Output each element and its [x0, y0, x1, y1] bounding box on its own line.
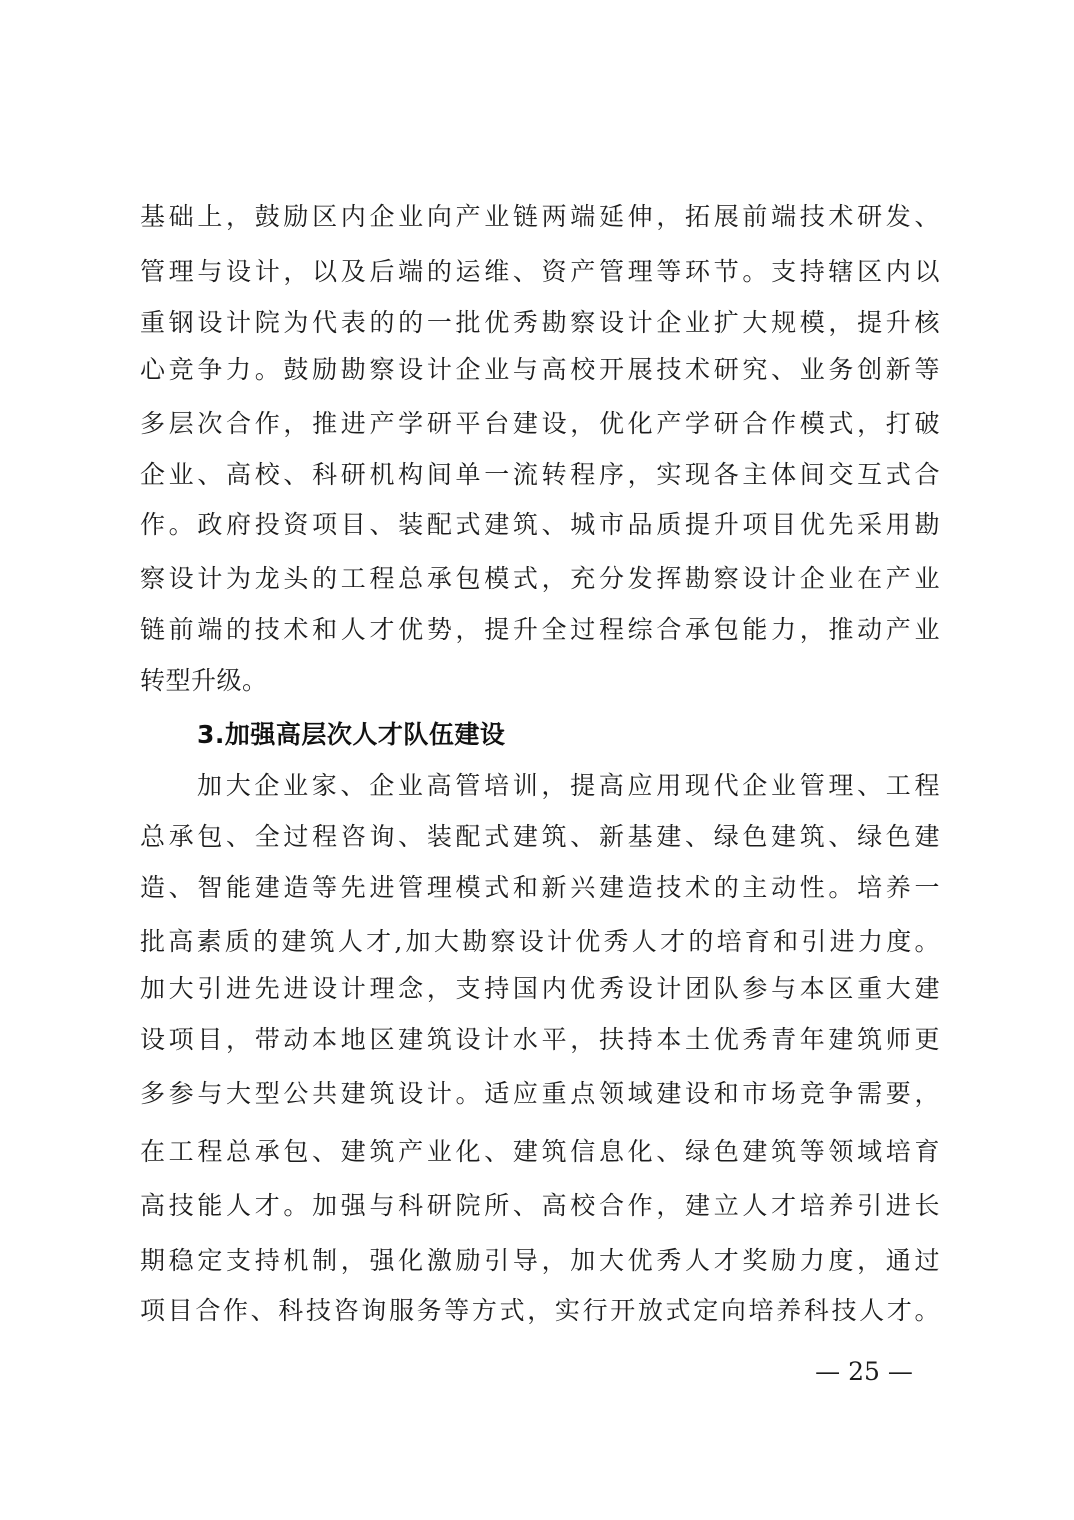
page-number: — 25 —	[815, 1357, 913, 1386]
paragraph-line: 期稳定支持机制，强化激励引导，加大优秀人才奖励力度，通过	[140, 1246, 940, 1275]
paragraph-line: 高技能人才。加强与科研院所、高校合作，建立人才培养引进长	[140, 1191, 940, 1220]
paragraph-line: 管理与设计，以及后端的运维、资产管理等环节。支持辖区内以	[140, 257, 940, 286]
paragraph-line: 察设计为龙头的工程总承包模式，充分发挥勘察设计企业在产业	[140, 564, 940, 593]
paragraph-line: 多层次合作，推进产学研平台建设，优化产学研合作模式，打破	[140, 409, 940, 438]
section-heading: 3.加强高层次人才队伍建设	[197, 720, 506, 749]
paragraph-line: 加大企业家、企业高管培训，提高应用现代企业管理、工程	[197, 771, 940, 800]
paragraph-line: 造、智能建造等先进管理模式和新兴建造技术的主动性。培养一	[140, 873, 940, 902]
paragraph-line: 设项目，带动本地区建筑设计水平，扶持本土优秀青年建筑师更	[140, 1025, 940, 1054]
paragraph-line: 批高素质的建筑人才,加大勘察设计优秀人才的培育和引进力度。	[140, 927, 940, 956]
paragraph-line: 转型升级。	[140, 666, 268, 695]
paragraph-line: 基础上，鼓励区内企业向产业链两端延伸，拓展前端技术研发、	[140, 202, 940, 231]
paragraph-line: 多参与大型公共建筑设计。适应重点领域建设和市场竞争需要，	[140, 1079, 940, 1108]
paragraph-line: 链前端的技术和人才优势，提升全过程综合承包能力，推动产业	[140, 615, 940, 644]
paragraph-line: 项目合作、科技咨询服务等方式，实行开放式定向培养科技人才。	[140, 1296, 940, 1325]
paragraph-line: 企业、高校、科研机构间单一流转程序，实现各主体间交互式合	[140, 460, 940, 489]
paragraph-line: 重钢设计院为代表的的一批优秀勘察设计企业扩大规模，提升核	[140, 308, 940, 337]
paragraph-line: 总承包、全过程咨询、装配式建筑、新基建、绿色建筑、绿色建	[140, 822, 940, 851]
paragraph-line: 作。政府投资项目、装配式建筑、城市品质提升项目优先采用勘	[140, 510, 940, 539]
paragraph-line: 心竞争力。鼓励勘察设计企业与高校开展技术研究、业务创新等	[140, 355, 940, 384]
paragraph-line: 在工程总承包、建筑产业化、建筑信息化、绿色建筑等领域培育	[140, 1137, 940, 1166]
paragraph-line: 加大引进先进设计理念，支持国内优秀设计团队参与本区重大建	[140, 974, 940, 1003]
